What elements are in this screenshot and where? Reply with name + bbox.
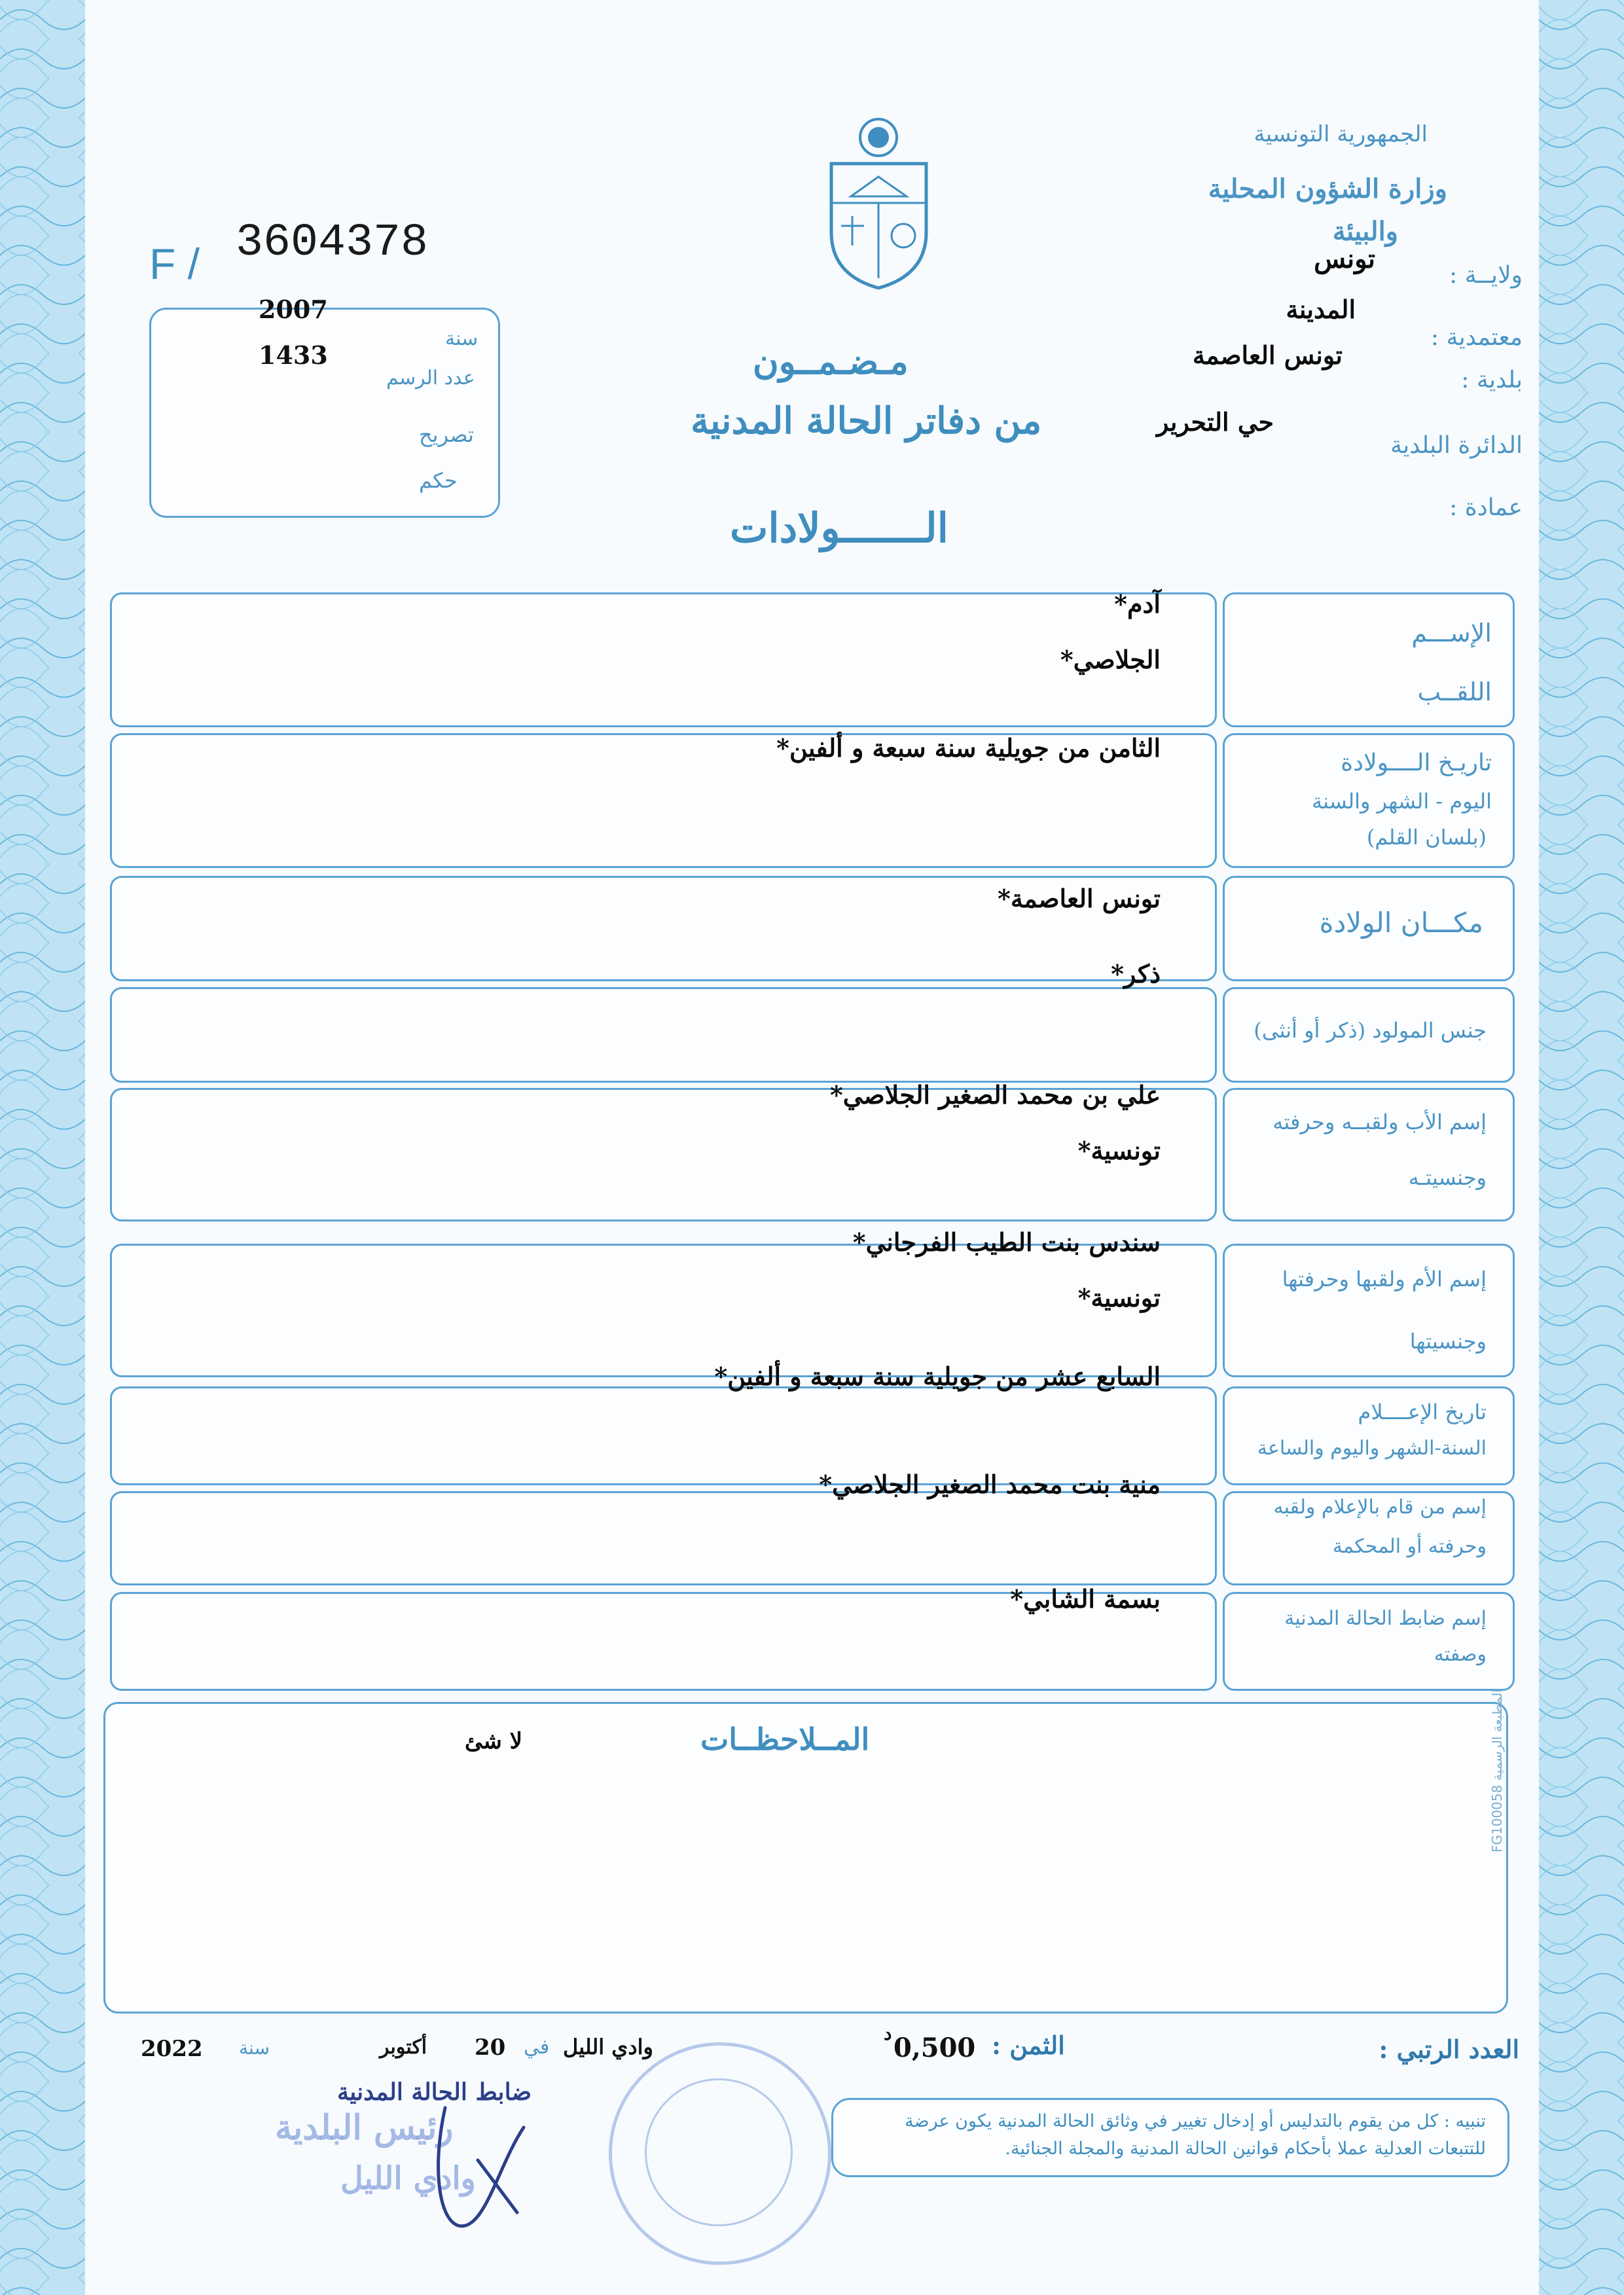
registry-year-label: سنة bbox=[445, 327, 478, 350]
region-value: تونس bbox=[1314, 244, 1375, 274]
legal-notice: تنبيه : كل من يقوم بالتدليس أو إدخال تغيير في وثائق الحالة المدنية يكون عرضة للتتبعات العدلية عملا بأحكام قوانين الحالة المدنية والمجلة الجنائية. bbox=[905, 2111, 1486, 2159]
field-value-box-sex bbox=[110, 987, 1217, 1083]
label-officer: إسم ضابط الحالة المدنية bbox=[1284, 1607, 1487, 1630]
value-father-nationality: تونسية* bbox=[1077, 1136, 1161, 1165]
serial-prefix: F / bbox=[149, 240, 200, 288]
document-title: مـضـمــون bbox=[753, 340, 909, 382]
label-birthdate-format: اليوم - الشهر والسنة bbox=[1311, 789, 1492, 814]
value-mother: سندس بنت الطيب الفرجاني* bbox=[852, 1227, 1161, 1257]
value-sex: ذكر* bbox=[1111, 959, 1161, 988]
serial-number-label: العدد الرتبي : bbox=[1379, 2034, 1519, 2064]
label-birthplace: مكـــان الولادة bbox=[1319, 907, 1483, 939]
field-label-box-mother bbox=[1223, 1244, 1515, 1377]
issue-year-label: سنة bbox=[239, 2037, 270, 2059]
district-value: حي التحرير bbox=[1156, 407, 1274, 437]
issue-month: أكتوبر bbox=[380, 2036, 427, 2059]
value-birthplace: تونس العاصمة* bbox=[998, 884, 1161, 913]
value-father: علي بن محمد الصغير الجلاصي* bbox=[829, 1080, 1161, 1110]
document-subtitle: من دفاتر الحالة المدنية bbox=[691, 399, 1042, 443]
label-birthdate: تاريـخ الــــولادة bbox=[1341, 750, 1492, 776]
municipality-label: بلدية : bbox=[1461, 367, 1523, 393]
label-mother-nationality: وجنسيتها bbox=[1409, 1329, 1487, 1354]
price-unit: د bbox=[884, 2023, 892, 2044]
label-declaration-date-format: السنة-الشهر واليوم والساعة bbox=[1257, 1437, 1487, 1460]
officer-signature bbox=[419, 2088, 550, 2239]
issue-place: وادي الليل bbox=[563, 2034, 653, 2059]
field-label-box-name bbox=[1223, 592, 1515, 727]
region-label: ولايــة : bbox=[1449, 262, 1523, 289]
municipality-value: تونس العاصمة bbox=[1192, 340, 1343, 370]
ministry-name-line2: والبيئة bbox=[1332, 216, 1398, 247]
issue-year: 2022 bbox=[141, 2036, 203, 2062]
value-officer: بسمة الشابي* bbox=[1010, 1584, 1161, 1614]
label-last-name: اللقــب bbox=[1417, 678, 1492, 706]
serial-number: 3604378 bbox=[236, 217, 429, 269]
label-father: إسم الأب ولقبــه وحرفته bbox=[1272, 1110, 1487, 1134]
value-last-name: الجلاصي* bbox=[1060, 645, 1161, 674]
price-value: 0,500 bbox=[893, 2033, 976, 2063]
label-declarant: إسم من قام بالإعلام ولقبه bbox=[1273, 1496, 1487, 1519]
price-label: الثمن : bbox=[992, 2031, 1065, 2060]
value-first-name: آدم* bbox=[1114, 589, 1161, 619]
value-birthdate: الثامن من جويلية سنة سبعة و ألفين* bbox=[776, 733, 1161, 763]
label-father-nationality: وجنسيتـه bbox=[1408, 1165, 1487, 1190]
omda-label: عمادة : bbox=[1449, 494, 1523, 521]
issue-day: 20 bbox=[475, 2034, 506, 2061]
registry-number-value: 1433 bbox=[259, 340, 328, 370]
district-label: الدائرة البلدية bbox=[1390, 432, 1523, 459]
issue-in-word: في bbox=[524, 2036, 550, 2059]
value-mother-nationality: تونسية* bbox=[1077, 1283, 1161, 1312]
value-declaration-date: السابع عشر من جويلية سنة سبعة و ألفين* bbox=[714, 1362, 1161, 1391]
delegation-label: معتمدية : bbox=[1430, 324, 1523, 351]
stamp-text-mayor: رئيس البلدية bbox=[275, 2108, 454, 2148]
field-value-box-mother bbox=[110, 1244, 1217, 1377]
remarks-label: المــلاحظــات bbox=[700, 1722, 870, 1757]
label-mother: إسم الأم ولقبها وحرفتها bbox=[1282, 1267, 1487, 1292]
registry-judgment-label: حكم bbox=[419, 468, 458, 493]
label-officer-title: وصفته bbox=[1434, 1643, 1487, 1666]
field-value-box-declarant bbox=[110, 1491, 1217, 1585]
label-declarant-profession: وحرفته أو المحكمة bbox=[1332, 1535, 1487, 1558]
label-declaration-date: تاريخ الإعــــلام bbox=[1358, 1400, 1487, 1424]
label-sex: جنس المولود (ذكر أو أنثى) bbox=[1254, 1018, 1487, 1043]
print-code: المطبعة الرسمية FG100058 bbox=[1489, 1689, 1505, 1852]
registry-declaration-label: تصريح bbox=[419, 422, 474, 447]
registry-year-value: 2007 bbox=[259, 295, 328, 324]
left-guilloche-border bbox=[0, 0, 85, 2295]
registry-number-label: عدد الرسم bbox=[386, 367, 475, 389]
republic-name: الجمهورية التونسية bbox=[1254, 121, 1428, 147]
section-title: الـــــــولادات bbox=[730, 504, 948, 552]
label-birthdate-words: (بلسان القلم) bbox=[1366, 825, 1487, 850]
right-guilloche-border bbox=[1539, 0, 1624, 2295]
delegation-value: المدينة bbox=[1286, 295, 1356, 324]
stamp-text-place: وادي الليل bbox=[340, 2160, 476, 2197]
remarks-value: لا شئ bbox=[465, 1728, 523, 1754]
field-value-box-name bbox=[110, 592, 1217, 727]
officer-title: ضابط الحالة المدنية bbox=[337, 2078, 532, 2106]
municipal-stamp-inner bbox=[645, 2078, 793, 2226]
label-first-name: الإســـم bbox=[1411, 619, 1492, 647]
tunisia-coat-of-arms-icon bbox=[821, 115, 936, 291]
ministry-name: وزارة الشؤون المحلية bbox=[1208, 173, 1447, 204]
field-label-box-father bbox=[1223, 1088, 1515, 1221]
value-declarant: منية بنت محمد الصغير الجلاصي* bbox=[819, 1470, 1161, 1499]
